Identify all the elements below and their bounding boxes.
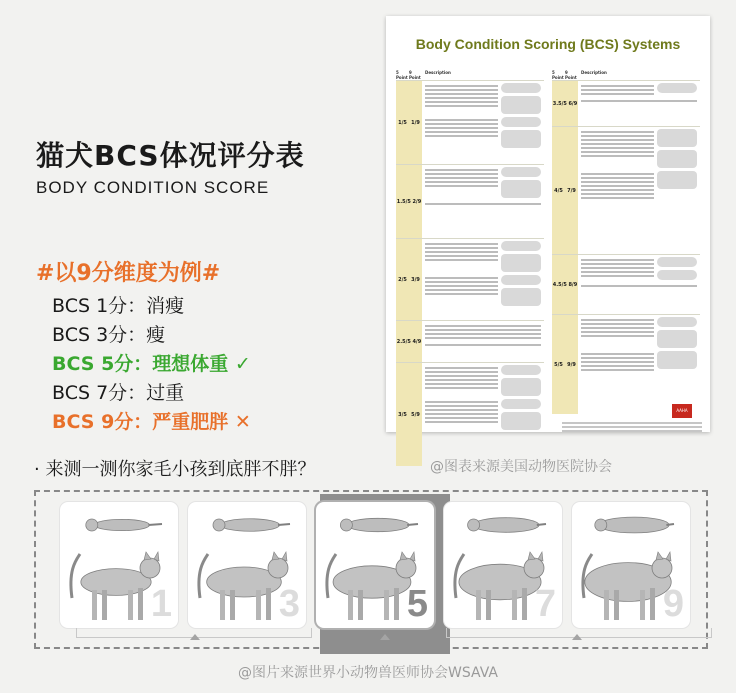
bcs-card-number: 3 [278,583,300,625]
marker-triangle-icon [572,634,582,640]
poster-row [552,126,700,254]
score-5: 2.5/5 [396,338,411,345]
bcs-card-7 [444,502,562,628]
cat-top-view-icon [458,514,548,536]
poster-row [396,238,544,320]
wsava-credit: @图片来源世界小动物兽医师协会WSAVA [238,665,498,681]
page-subtitle: BODY CONDITION SCORE [36,178,270,197]
question-text: · 来测一测你家毛小孩到底胖不胖？ [34,459,316,480]
bcs-card-5 [316,502,434,628]
score-5: 4.5/5 [552,281,567,288]
score-9: 6/9 [568,100,578,107]
bcs-item-5: BCS 5分：理想体重 ✓ [52,353,251,375]
head-5point: 5 Point [552,70,564,80]
cat-top-view-icon [586,514,676,536]
bcs-card-9 [572,502,690,628]
scale-tag: #以9分维度为例# [36,261,221,286]
marker-triangle-icon [380,634,390,640]
bcs-card-3 [188,502,306,628]
marker-triangle-icon [190,634,200,640]
bcs-card-1 [60,502,178,628]
head-description: Description [581,70,607,75]
bcs-card-number: 9 [662,583,684,625]
poster-credit: @图表来源美国动物医院协会 [430,459,612,475]
cat-top-view-icon [74,514,164,536]
poster-title: Body Condition Scoring (BCS) Systems [415,36,681,52]
wsava-cat-chart [34,490,708,649]
score-5: 3/5 [398,411,407,418]
poster-row [552,314,700,414]
poster-row [396,320,544,362]
bcs-item-7: BCS 7分：过重 [52,382,185,404]
score-9: 3/9 [411,276,420,283]
score-5: 5/5 [554,361,563,368]
bcs-card-number: 7 [534,583,556,625]
head-description: Description [425,70,451,75]
score-9: 2/9 [412,198,422,205]
bcs-item-9: BCS 9分：严重肥胖 ✕ [52,411,251,433]
bcs-card-number: 5 [406,583,428,625]
head-9point: 9 Point [409,70,421,80]
bcs-poster [386,16,710,432]
poster-row [396,164,544,238]
score-5: 1.5/5 [396,198,411,205]
cat-top-view-icon [202,514,292,536]
poster-col-head [552,70,700,80]
poster-column-right [552,70,700,414]
aaha-logo: AAHA [672,404,692,418]
head-5point: 5 Point [396,70,408,80]
bcs-score-list [52,292,251,437]
head-9point: 9 Point [565,70,577,80]
poster-row [396,80,544,164]
score-9: 8/9 [568,281,578,288]
score-9: 1/9 [411,119,420,126]
page-title: 猫犬BCS体况评分表 [36,139,305,172]
score-9: 5/9 [411,411,420,418]
bcs-item-1: BCS 1分：消瘦 [52,295,185,317]
score-5: 3.5/5 [552,100,567,107]
score-9: 4/9 [412,338,422,345]
poster-col-head [396,70,544,80]
poster-row [552,80,700,126]
poster-column-left [396,70,544,466]
cat-top-view-icon [330,514,420,536]
bcs-card-number: 1 [150,583,172,625]
poster-row [552,254,700,314]
score-5: 4/5 [554,187,563,194]
score-5: 1/5 [398,119,407,126]
poster-row [396,362,544,466]
bcs-item-3: BCS 3分：瘦 [52,324,166,346]
score-9: 7/9 [567,187,576,194]
poster-footnote [562,422,702,432]
score-5: 2/5 [398,276,407,283]
score-9: 9/9 [567,361,576,368]
